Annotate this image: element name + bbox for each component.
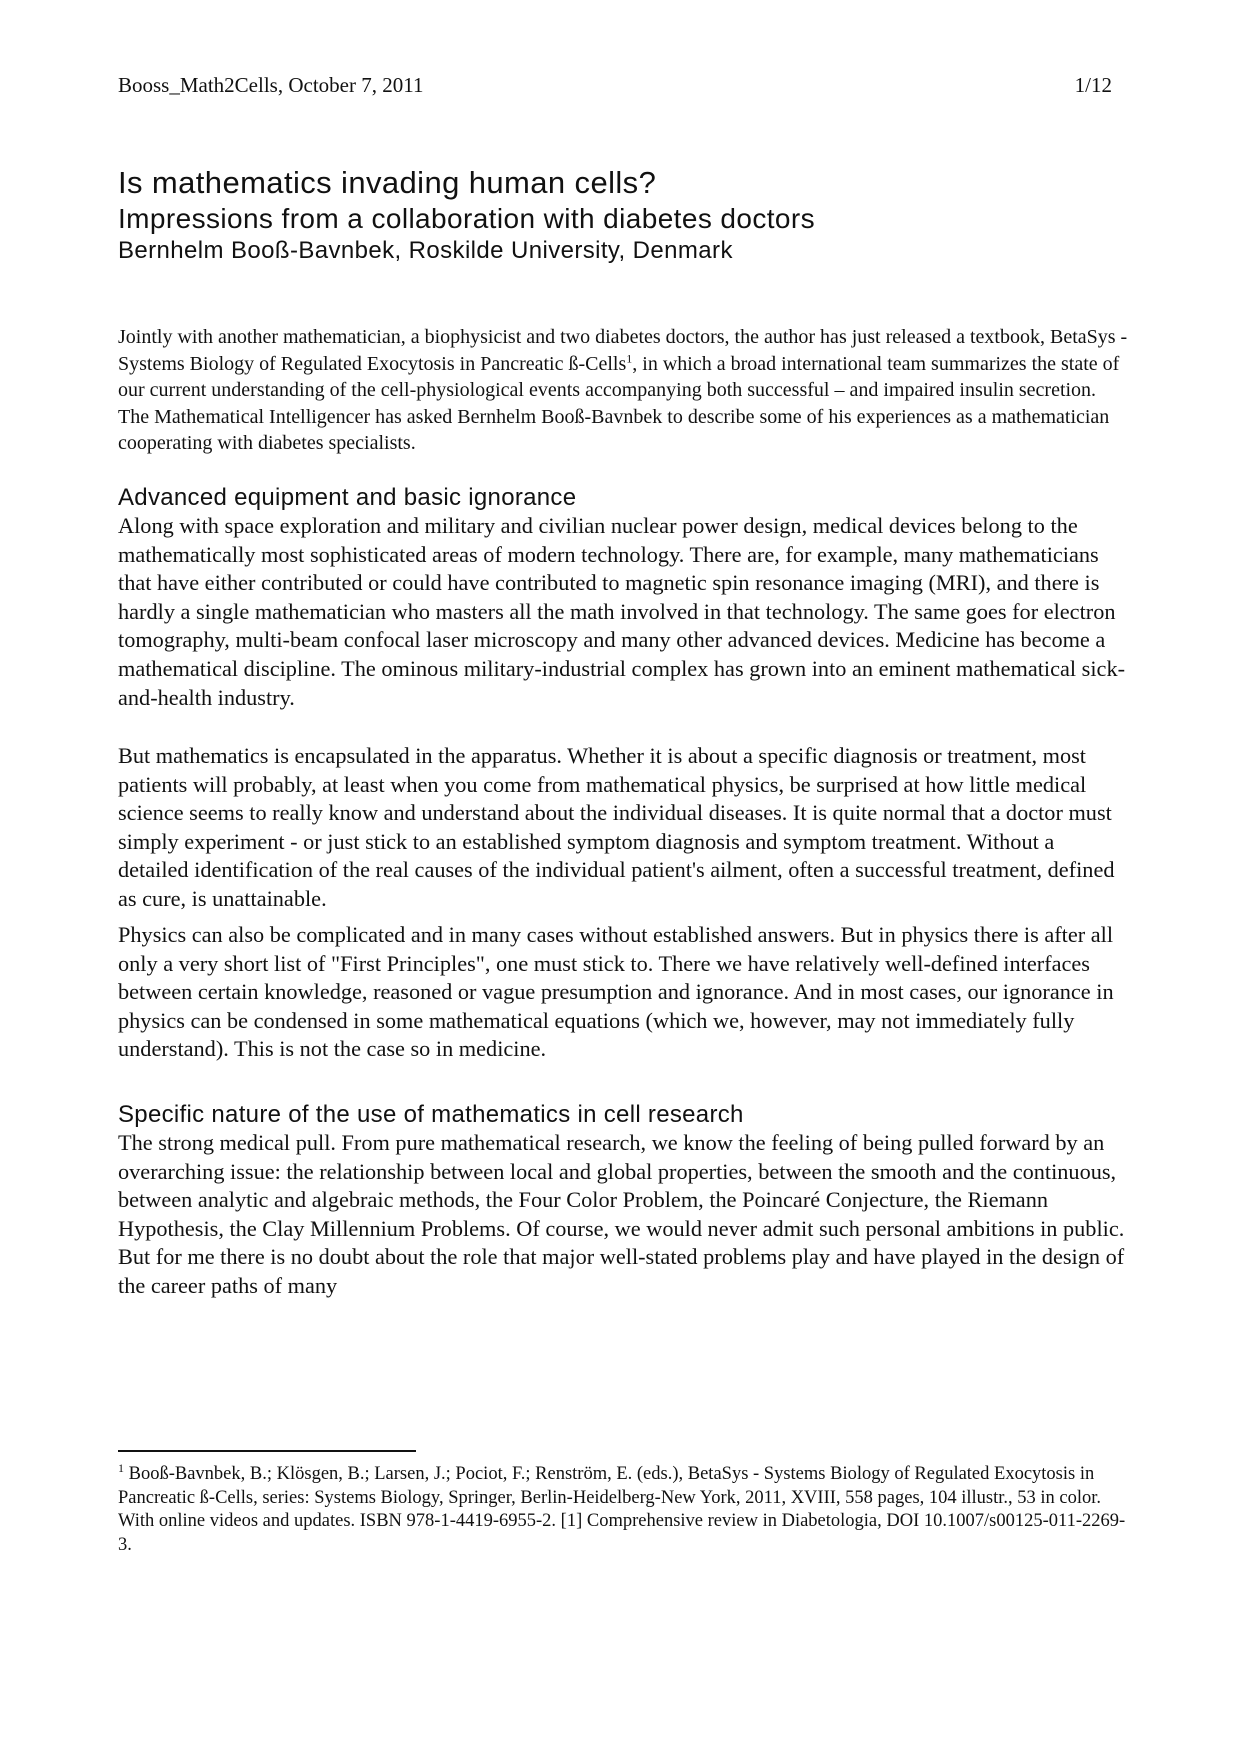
paragraph: Physics can also be complicated and in many cases without established answers. But in physics there is after all only a very short list of "First Principles", one must stick to. There we have relatively well-defined interfaces between certain knowledge, reasoned or vague presumption and ignorance. And in most cases, our ignorance in physics can be condensed in some mathematical equations (which we, however, may not immediately fully understand). This is not the case so in medicine. [118, 922, 1114, 1062]
footnote-separator [118, 1450, 416, 1452]
paragraph: But mathematics is encapsulated in the apparatus. Whether it is about a specific diagnosis or treatment, most patients will probably, at least when you come from mathematical physics, be surprised at how little medical science seems to really know and understand about the individual diseases. It is quite normal that a doctor must simply experiment - or just stick to an established symptom diagnosis and symptom treatment. Without a detailed identification of the real causes of the individual patient's ailment, often a successful treatment, defined as cure, is unattainable. [118, 743, 1115, 911]
footnote-reference[interactable]: 1 [626, 350, 633, 365]
author-line: Bernhelm Booß-Bavnbek, Roskilde University, Denmark [118, 237, 733, 264]
footnote-text: Booß-Bavnbek, B.; Klösgen, B.; Larsen, J.; Pociot, F.; Renström, E. (eds.), BetaSys - Systems Biology of Regulated Exocytosis in Pancreatic ß-Cells, series: Systems Biology, Springer, Berlin-Heidelberg-New York, 2011, XVIII, 558 pages, 104 illustr., 53 in color. With online videos and updates. ISBN 978-1-4419-6955-2. [1] Comprehensive review in Diabetologia, DOI 10.1007/s00125-011-2269-3. [118, 1464, 1126, 1555]
title-block [118, 164, 1118, 267]
footnote [118, 1460, 1130, 1557]
section-heading-cell-research: Specific nature of the use of mathematics in cell research [118, 1101, 744, 1128]
article-subtitle: Impressions from a collaboration with diabetes doctors [118, 203, 816, 234]
abstract [118, 324, 1128, 457]
running-header [118, 72, 1112, 98]
paragraph: Along with space exploration and military and civilian nuclear power design, medical devices belong to the mathematically most sophisticated areas of modern technology. There are, for example, many mathematicians that have either contributed or could have contributed to magnetic spin resonance imaging (MRI), and there is hardly a single mathematician who masters all the math involved in that technology. The same goes for electron tomography, multi-beam confocal laser microscopy and many other advanced devices. Medicine has become a mathematical discipline. The ominous military-industrial complex has grown into an eminent mathematical sick-and-health industry. [118, 513, 1126, 710]
paragraph: The strong medical pull. From pure mathematical research, we know the feeling of being pulled forward by an overarching issue: the relationship between local and global properties, between the smooth and the continuous, between analytic and algebraic methods, the Four Color Problem, the Poincaré Conjecture, the Riemann Hypothesis, the Clay Millennium Problems. Of course, we would never admit such personal ambitions in public. But for me there is no doubt about the role that major well-stated problems play and have played in the design of the career paths of many [118, 1130, 1125, 1298]
abstract-text-end: , in which a broad international team summarizes the state of our current understanding of the cell-physiological events accompanying both successful – and impaired insulin secretion. The Mathematical Intelligencer has asked Bernhelm Booß-Bavnbek to describe some of his experiences as a mathematician cooperating with diabetes specialists. [118, 352, 1120, 455]
footnote-mark: 1 [118, 1460, 124, 1475]
running-title: Booss_Math2Cells, October 7, 2011 [118, 73, 424, 97]
article-title: Is mathematics invading human cells? [118, 165, 657, 200]
section-heading-equipment: Advanced equipment and basic ignorance [118, 484, 577, 511]
abstract-text-start: Jointly with another mathematician, a biophysicist and two diabetes doctors, the author has just released a textbook, BetaSys - Systems Biology of Regulated Exocytosis in Pancreatic ß-Cells [118, 326, 1128, 375]
page-number: 1/12 [1074, 73, 1112, 97]
